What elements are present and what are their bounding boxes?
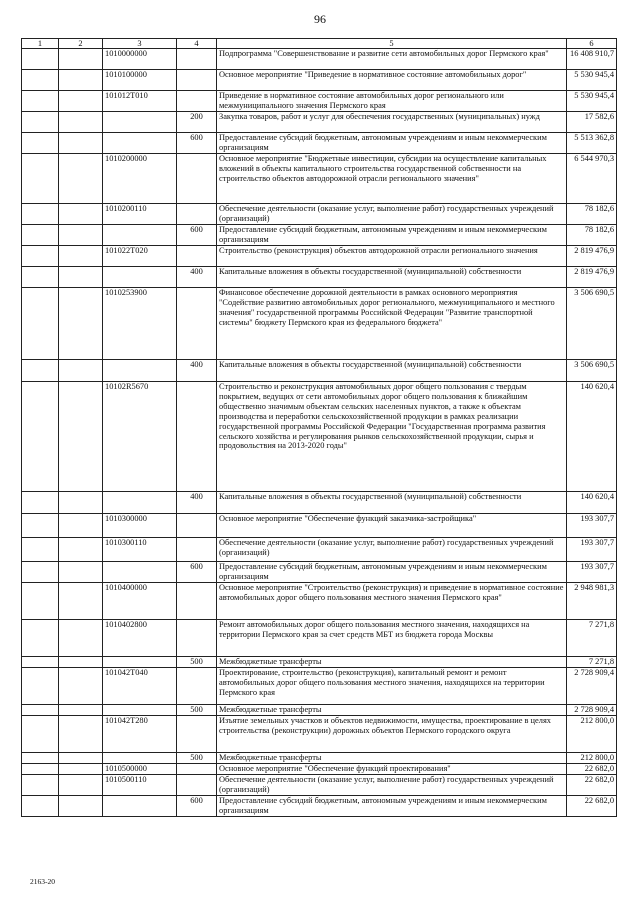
row-name: Предоставление субсидий бюджетным, автономным учреждениям и иным некоммерческим организациям bbox=[217, 225, 567, 246]
row-target-code: 1010500110 bbox=[103, 774, 177, 795]
row-expense-type bbox=[177, 70, 217, 91]
row-amount: 17 582,6 bbox=[567, 112, 617, 133]
row-cell-2 bbox=[59, 382, 103, 492]
row-name: Предоставление субсидий бюджетным, автономным учреждениям и иным некоммерческим организациям bbox=[217, 133, 567, 154]
row-expense-type bbox=[177, 246, 217, 267]
row-amount: 3 506 690,5 bbox=[567, 360, 617, 382]
table-row bbox=[22, 133, 617, 154]
table-row bbox=[22, 382, 617, 492]
row-expense-type bbox=[177, 715, 217, 752]
row-name: Основное мероприятие "Строительство (реконструкция) и приведение в нормативное состояние автомобильных дорог общего пользования местного значения Пермского края" bbox=[217, 583, 567, 620]
column-header: 6 bbox=[567, 39, 617, 49]
row-expense-type: 600 bbox=[177, 795, 217, 816]
header-row bbox=[22, 39, 617, 49]
row-cell-1 bbox=[22, 70, 59, 91]
row-cell-2 bbox=[59, 492, 103, 514]
table-row bbox=[22, 667, 617, 704]
table-row bbox=[22, 267, 617, 288]
row-name: Изъятие земельных участков и объектов недвижимости, имущества, проектирование в целях строительства (реконструкции) дорожных объектов Пермского городского округа bbox=[217, 715, 567, 752]
row-expense-type bbox=[177, 382, 217, 492]
table-row bbox=[22, 704, 617, 715]
row-cell-2 bbox=[59, 583, 103, 620]
row-expense-type bbox=[177, 288, 217, 360]
row-name: Закупка товаров, работ и услуг для обеспечения государственных (муниципальных) нужд bbox=[217, 112, 567, 133]
row-cell-1 bbox=[22, 382, 59, 492]
row-amount: 22 682,0 bbox=[567, 763, 617, 774]
row-cell-1 bbox=[22, 715, 59, 752]
row-amount: 6 544 970,3 bbox=[567, 154, 617, 204]
row-name: Основное мероприятие "Обеспечение функций заказчика-застройщика" bbox=[217, 514, 567, 538]
row-expense-type bbox=[177, 154, 217, 204]
row-name: Основное мероприятие "Приведение в нормативное состояние автомобильных дорог" bbox=[217, 70, 567, 91]
table-row bbox=[22, 91, 617, 112]
row-cell-1 bbox=[22, 154, 59, 204]
row-amount: 2 819 476,9 bbox=[567, 267, 617, 288]
row-name: Межбюджетные трансферты bbox=[217, 657, 567, 668]
row-amount: 22 682,0 bbox=[567, 774, 617, 795]
budget-table bbox=[21, 38, 617, 817]
table-row bbox=[22, 620, 617, 657]
row-target-code: 1010400000 bbox=[103, 583, 177, 620]
row-cell-1 bbox=[22, 492, 59, 514]
row-amount: 5 530 945,4 bbox=[567, 70, 617, 91]
row-amount: 7 271,8 bbox=[567, 657, 617, 668]
row-amount: 2 819 476,9 bbox=[567, 246, 617, 267]
row-cell-1 bbox=[22, 288, 59, 360]
row-amount: 78 182,6 bbox=[567, 204, 617, 225]
row-name: Межбюджетные трансферты bbox=[217, 704, 567, 715]
row-cell-2 bbox=[59, 752, 103, 763]
row-expense-type: 600 bbox=[177, 225, 217, 246]
row-expense-type bbox=[177, 763, 217, 774]
row-target-code: 10102R5670 bbox=[103, 382, 177, 492]
row-amount: 2 728 909,4 bbox=[567, 667, 617, 704]
row-amount: 5 530 945,4 bbox=[567, 91, 617, 112]
row-cell-2 bbox=[59, 667, 103, 704]
row-name: Межбюджетные трансферты bbox=[217, 752, 567, 763]
row-cell-1 bbox=[22, 667, 59, 704]
row-target-code bbox=[103, 657, 177, 668]
row-expense-type: 500 bbox=[177, 704, 217, 715]
table-row bbox=[22, 538, 617, 562]
row-amount: 16 408 910,7 bbox=[567, 49, 617, 70]
row-cell-1 bbox=[22, 704, 59, 715]
table-body bbox=[22, 49, 617, 817]
row-target-code bbox=[103, 267, 177, 288]
row-cell-2 bbox=[59, 763, 103, 774]
table-row bbox=[22, 657, 617, 668]
row-amount: 140 620,4 bbox=[567, 382, 617, 492]
row-name: Основное мероприятие "Обеспечение функций проектирования" bbox=[217, 763, 567, 774]
row-cell-1 bbox=[22, 360, 59, 382]
row-target-code: 1010200110 bbox=[103, 204, 177, 225]
table-row bbox=[22, 360, 617, 382]
table-row bbox=[22, 763, 617, 774]
row-cell-1 bbox=[22, 225, 59, 246]
row-cell-1 bbox=[22, 657, 59, 668]
table-row bbox=[22, 112, 617, 133]
row-cell-2 bbox=[59, 246, 103, 267]
row-name: Ремонт автомобильных дорог общего пользования местного значения, находящихся на территории Пермского края за счет средств МБТ из бюджета города Москвы bbox=[217, 620, 567, 657]
row-name: Приведение в нормативное состояние автомобильных дорог регионального или межмуниципального значения Пермского края bbox=[217, 91, 567, 112]
row-target-code: 1010500000 bbox=[103, 763, 177, 774]
row-cell-1 bbox=[22, 112, 59, 133]
row-target-code: 101022T020 bbox=[103, 246, 177, 267]
row-cell-2 bbox=[59, 154, 103, 204]
row-cell-2 bbox=[59, 562, 103, 583]
row-cell-2 bbox=[59, 133, 103, 154]
row-name: Основное мероприятие "Бюджетные инвестиции, субсидии на осуществление капитальных вложений в объекты капитального строительства государственной собственности на строительство объектов автодорожной отрасли регионального значения" bbox=[217, 154, 567, 204]
table-row bbox=[22, 562, 617, 583]
row-cell-2 bbox=[59, 288, 103, 360]
row-target-code: 1010402800 bbox=[103, 620, 177, 657]
row-amount: 5 513 362,8 bbox=[567, 133, 617, 154]
column-header: 1 bbox=[22, 39, 59, 49]
row-expense-type bbox=[177, 620, 217, 657]
row-name: Предоставление субсидий бюджетным, автономным учреждениям и иным некоммерческим организациям bbox=[217, 795, 567, 816]
table-row bbox=[22, 70, 617, 91]
column-header: 3 bbox=[103, 39, 177, 49]
row-cell-2 bbox=[59, 704, 103, 715]
row-expense-type: 200 bbox=[177, 112, 217, 133]
row-cell-2 bbox=[59, 49, 103, 70]
row-cell-2 bbox=[59, 715, 103, 752]
row-target-code bbox=[103, 795, 177, 816]
row-cell-1 bbox=[22, 562, 59, 583]
row-target-code: 101042T040 bbox=[103, 667, 177, 704]
row-cell-1 bbox=[22, 246, 59, 267]
row-amount: 78 182,6 bbox=[567, 225, 617, 246]
row-name: Финансовое обеспечение дорожной деятельности в рамках основного мероприятия "Содействие развитию автомобильных дорог регионального, межмуниципального и местного значения" государственной программы Российской Федерации "Развитие транспортной системы" бюджету Пермского края из федерального бюджета" bbox=[217, 288, 567, 360]
row-target-code bbox=[103, 492, 177, 514]
row-name: Подпрограмма "Совершенствование и развитие сети автомобильных дорог Пермского края" bbox=[217, 49, 567, 70]
table-row bbox=[22, 795, 617, 816]
row-expense-type: 500 bbox=[177, 752, 217, 763]
row-name: Капитальные вложения в объекты государственной (муниципальной) собственности bbox=[217, 492, 567, 514]
footer-code: 2163-20 bbox=[30, 877, 55, 886]
row-amount: 212 800,0 bbox=[567, 715, 617, 752]
row-cell-2 bbox=[59, 774, 103, 795]
row-target-code: 1010200000 bbox=[103, 154, 177, 204]
row-expense-type: 400 bbox=[177, 360, 217, 382]
row-cell-2 bbox=[59, 91, 103, 112]
row-cell-2 bbox=[59, 204, 103, 225]
row-target-code bbox=[103, 360, 177, 382]
row-amount: 193 307,7 bbox=[567, 514, 617, 538]
row-target-code bbox=[103, 704, 177, 715]
table-row bbox=[22, 715, 617, 752]
row-amount: 193 307,7 bbox=[567, 562, 617, 583]
row-amount: 140 620,4 bbox=[567, 492, 617, 514]
row-target-code: 1010300000 bbox=[103, 514, 177, 538]
row-expense-type bbox=[177, 514, 217, 538]
row-cell-1 bbox=[22, 49, 59, 70]
row-cell-2 bbox=[59, 360, 103, 382]
row-target-code: 1010100000 bbox=[103, 70, 177, 91]
row-cell-2 bbox=[59, 267, 103, 288]
row-cell-2 bbox=[59, 657, 103, 668]
table-row bbox=[22, 752, 617, 763]
row-cell-2 bbox=[59, 538, 103, 562]
row-cell-1 bbox=[22, 774, 59, 795]
page-number: 96 bbox=[314, 12, 326, 26]
table-row bbox=[22, 204, 617, 225]
row-name: Строительство и реконструкция автомобильных дорог общего пользования с твердым покрытием, ведущих от сети автомобильных дорог общего пользования к ближайшим общественно значимым объектам сельских населенных пунктов, а также к объектам производства и переработки сельскохозяйственной продукции в рамках реализации государственной программы Российской Федерации "Государственная программа развития сельского хозяйства и регулирования рынков сельскохозяйственной продукции, сырья и продовольствия на 2013-2020 годы" bbox=[217, 382, 567, 492]
table-row bbox=[22, 225, 617, 246]
row-amount: 212 800,0 bbox=[567, 752, 617, 763]
row-expense-type: 400 bbox=[177, 492, 217, 514]
row-expense-type bbox=[177, 91, 217, 112]
row-cell-1 bbox=[22, 752, 59, 763]
row-expense-type: 400 bbox=[177, 267, 217, 288]
row-cell-2 bbox=[59, 70, 103, 91]
row-cell-2 bbox=[59, 795, 103, 816]
column-header: 2 bbox=[59, 39, 103, 49]
row-expense-type bbox=[177, 204, 217, 225]
row-cell-2 bbox=[59, 620, 103, 657]
row-cell-1 bbox=[22, 514, 59, 538]
row-expense-type: 500 bbox=[177, 657, 217, 668]
row-expense-type bbox=[177, 774, 217, 795]
row-target-code bbox=[103, 112, 177, 133]
row-cell-1 bbox=[22, 583, 59, 620]
row-cell-2 bbox=[59, 514, 103, 538]
row-expense-type: 600 bbox=[177, 133, 217, 154]
row-name: Обеспечение деятельности (оказание услуг, выполнение работ) государственных учреждений (организаций) bbox=[217, 538, 567, 562]
row-name: Капитальные вложения в объекты государственной (муниципальной) собственности bbox=[217, 360, 567, 382]
row-expense-type bbox=[177, 49, 217, 70]
row-cell-1 bbox=[22, 267, 59, 288]
row-amount: 7 271,8 bbox=[567, 620, 617, 657]
table-row bbox=[22, 246, 617, 267]
row-amount: 193 307,7 bbox=[567, 538, 617, 562]
row-target-code: 1010000000 bbox=[103, 49, 177, 70]
row-expense-type: 600 bbox=[177, 562, 217, 583]
row-target-code: 101012T010 bbox=[103, 91, 177, 112]
table-row bbox=[22, 49, 617, 70]
row-cell-1 bbox=[22, 204, 59, 225]
table-row bbox=[22, 288, 617, 360]
row-amount: 3 506 690,5 bbox=[567, 288, 617, 360]
row-target-code: 1010253900 bbox=[103, 288, 177, 360]
row-target-code bbox=[103, 225, 177, 246]
row-name: Строительство (реконструкция) объектов автодорожной отрасли регионального значения bbox=[217, 246, 567, 267]
row-name: Проектирование, строительство (реконструкция), капитальный ремонт и ремонт автомобильных дорог общего пользования местного значения, находящихся на территории Пермского края bbox=[217, 667, 567, 704]
row-cell-1 bbox=[22, 795, 59, 816]
table-row bbox=[22, 774, 617, 795]
row-cell-2 bbox=[59, 225, 103, 246]
row-name: Капитальные вложения в объекты государственной (муниципальной) собственности bbox=[217, 267, 567, 288]
row-cell-1 bbox=[22, 91, 59, 112]
row-cell-1 bbox=[22, 133, 59, 154]
row-expense-type bbox=[177, 667, 217, 704]
column-header: 5 bbox=[217, 39, 567, 49]
row-amount: 2 948 981,3 bbox=[567, 583, 617, 620]
row-target-code bbox=[103, 562, 177, 583]
row-target-code: 101042T280 bbox=[103, 715, 177, 752]
row-target-code bbox=[103, 752, 177, 763]
table-row bbox=[22, 514, 617, 538]
row-amount: 22 682,0 bbox=[567, 795, 617, 816]
row-cell-1 bbox=[22, 620, 59, 657]
column-header: 4 bbox=[177, 39, 217, 49]
row-name: Обеспечение деятельности (оказание услуг, выполнение работ) государственных учреждений (организаций) bbox=[217, 774, 567, 795]
row-cell-2 bbox=[59, 112, 103, 133]
row-expense-type bbox=[177, 538, 217, 562]
table-row bbox=[22, 583, 617, 620]
row-name: Предоставление субсидий бюджетным, автономным учреждениям и иным некоммерческим организациям bbox=[217, 562, 567, 583]
table-row bbox=[22, 492, 617, 514]
row-cell-1 bbox=[22, 538, 59, 562]
row-cell-1 bbox=[22, 763, 59, 774]
row-name: Обеспечение деятельности (оказание услуг, выполнение работ) государственных учреждений (организаций) bbox=[217, 204, 567, 225]
row-amount: 2 728 909,4 bbox=[567, 704, 617, 715]
row-target-code: 1010300110 bbox=[103, 538, 177, 562]
row-expense-type bbox=[177, 583, 217, 620]
row-target-code bbox=[103, 133, 177, 154]
table-row bbox=[22, 154, 617, 204]
